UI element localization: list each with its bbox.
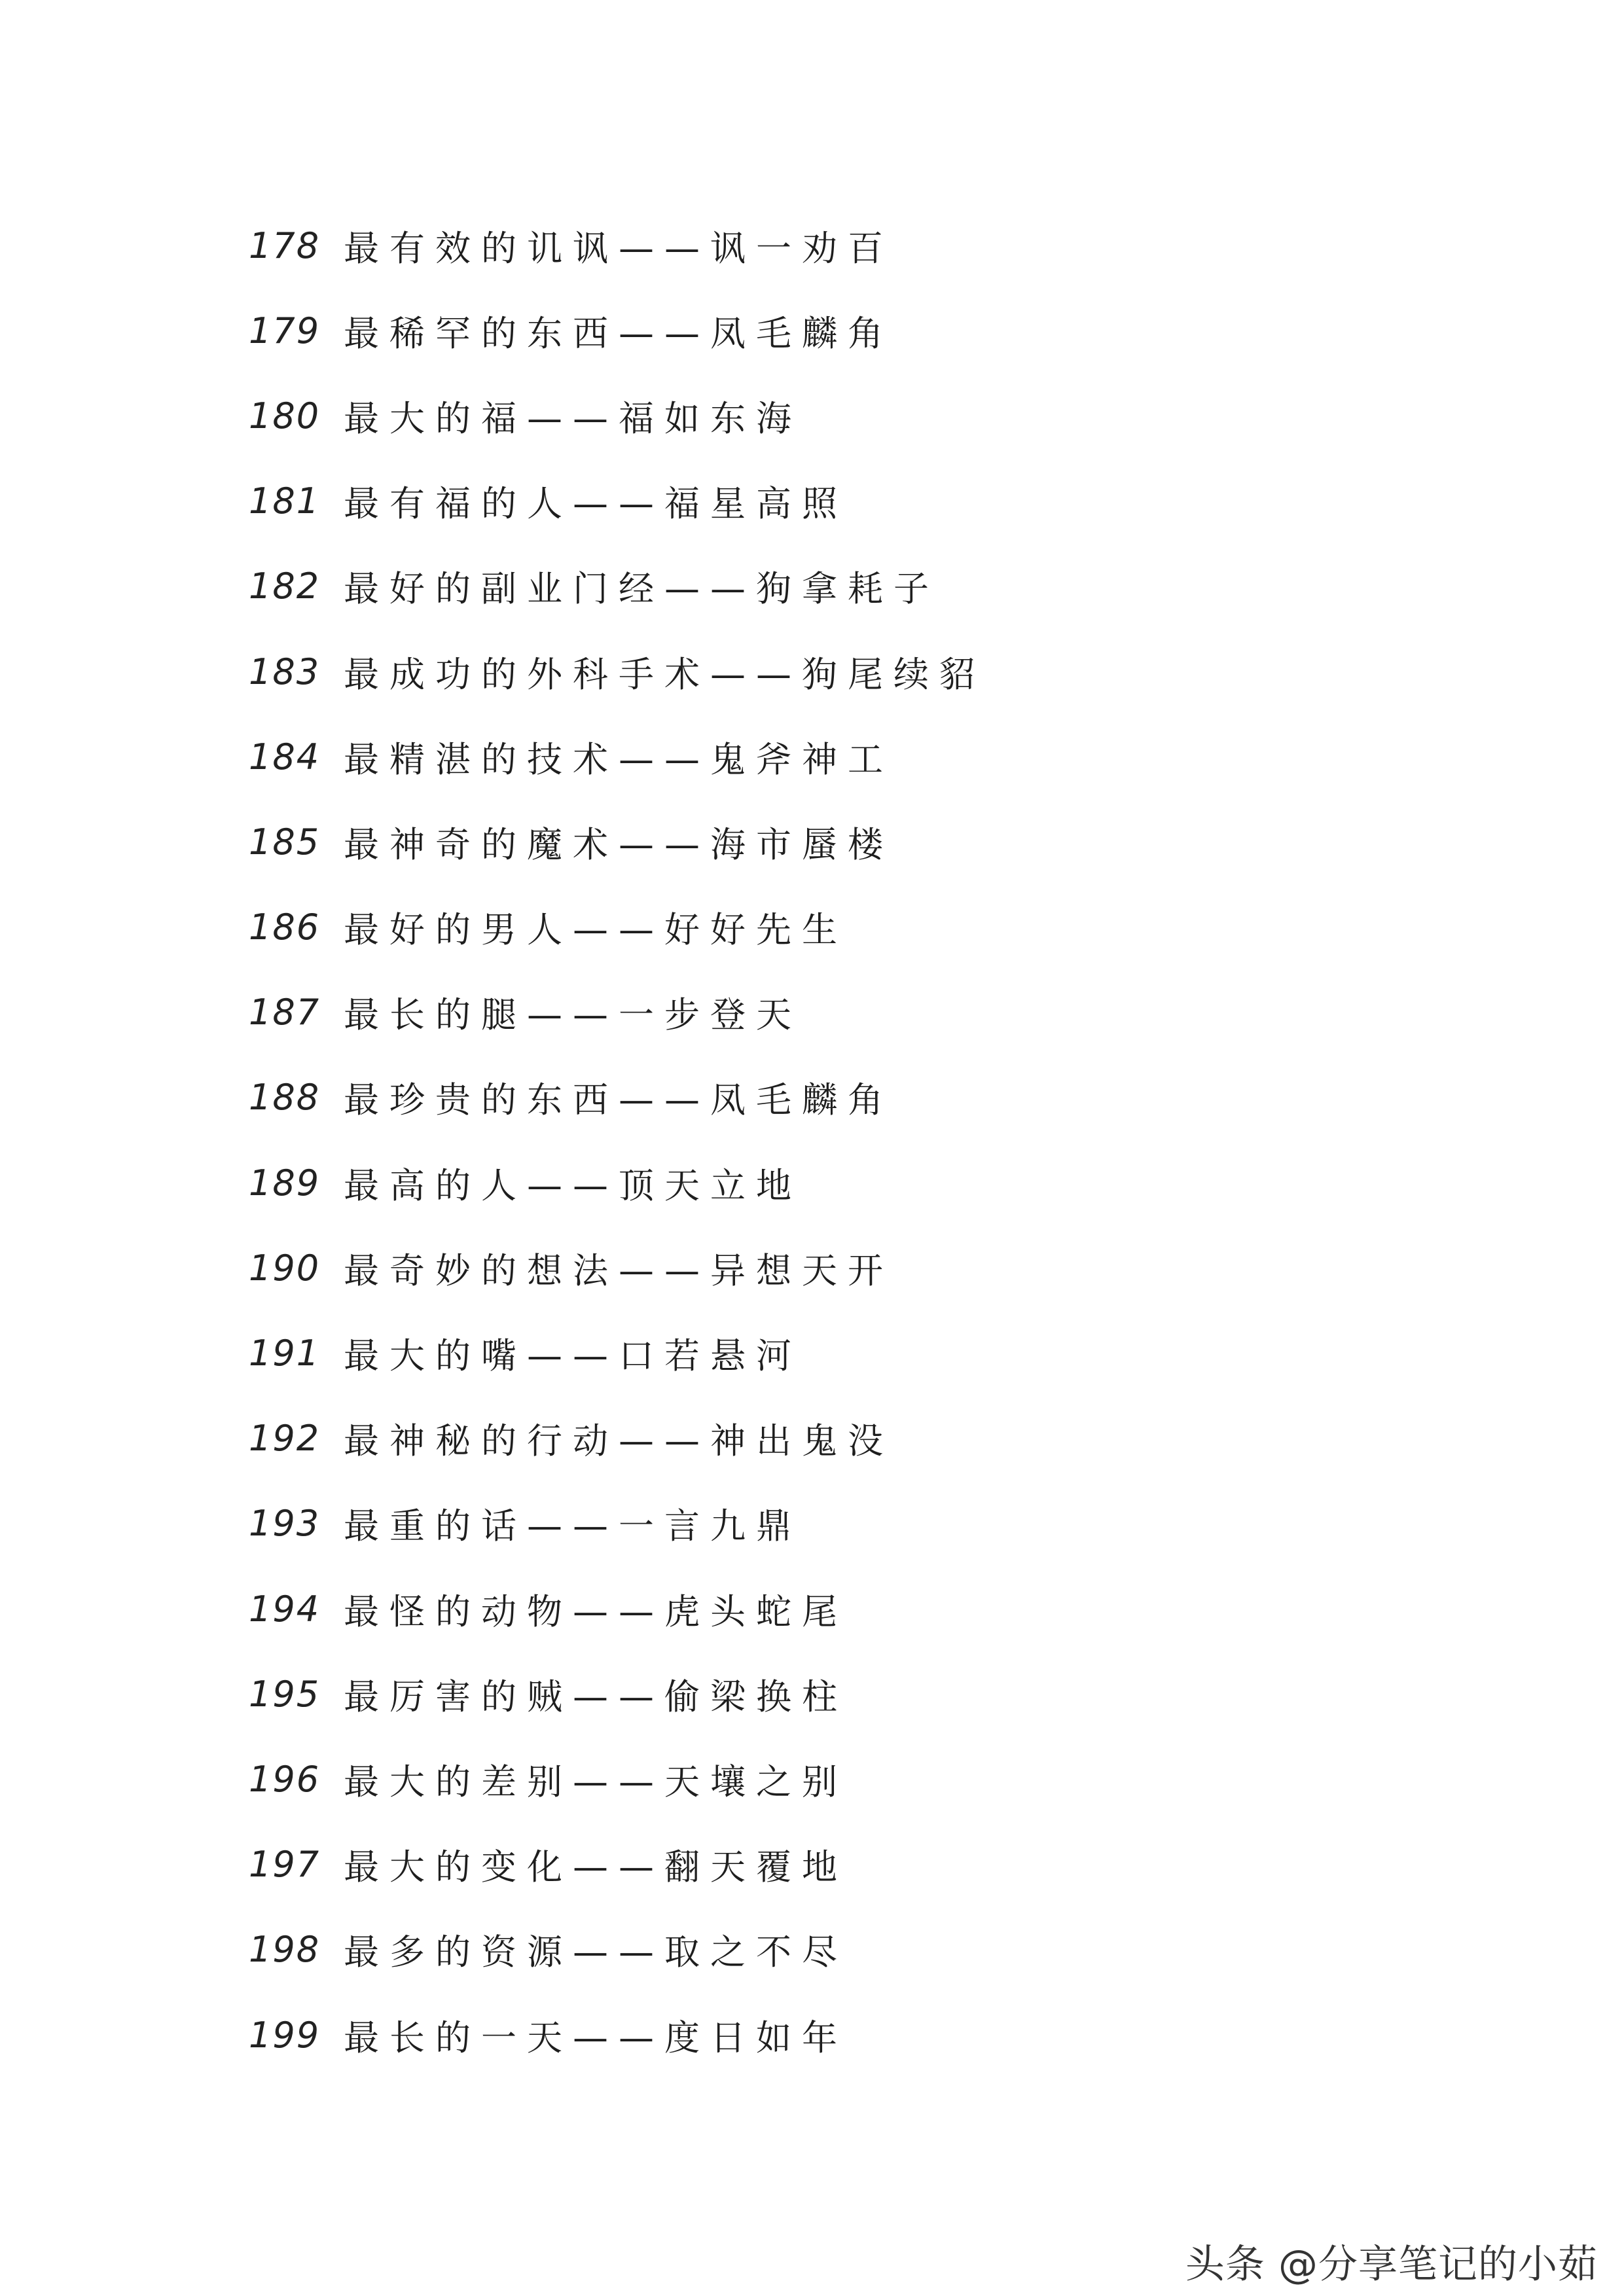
entry-number: 194: [249, 1588, 321, 1630]
entry-text: 最成功的外科手术——狗尾续貂: [344, 653, 985, 695]
entry-text: 最大的变化——翻天覆地: [344, 1846, 848, 1888]
entry-text: 最奇妙的想法——异想天开: [344, 1249, 893, 1291]
entry-number: 181: [249, 480, 321, 522]
entry-number: 179: [249, 310, 321, 351]
entry-number: 180: [249, 395, 321, 437]
entry-number: 197: [249, 1844, 321, 1886]
list-item: [249, 970, 1492, 1055]
entry-text: 最好的男人——好好先生: [344, 909, 848, 951]
list-item: [249, 459, 1492, 544]
list-item: [249, 1822, 1492, 1907]
list-item: [249, 1907, 1492, 1992]
entry-text: 最好的副业门经——狗拿耗子: [344, 568, 939, 610]
entry-text: 最多的资源——取之不尽: [344, 1931, 848, 1973]
entry-number: 182: [249, 565, 321, 607]
list-item: [249, 1481, 1492, 1566]
entry-number: 199: [249, 2014, 321, 2056]
entry-text: 最珍贵的东西——凤毛麟角: [344, 1079, 893, 1121]
entry-number: 198: [249, 1929, 321, 1971]
list-item: [249, 714, 1492, 799]
entry-text: 最稀罕的东西——凤毛麟角: [344, 312, 893, 354]
entry-number: 186: [249, 906, 321, 948]
entry-number: 191: [249, 1333, 321, 1374]
list-item: [249, 1651, 1492, 1736]
entry-text: 最长的一天——度日如年: [344, 2017, 848, 2058]
entry-number: 189: [249, 1162, 321, 1204]
entry-number: 196: [249, 1758, 321, 1800]
entry-text: 最怪的动物——虎头蛇尾: [344, 1590, 848, 1632]
entry-text: 最有福的人——福星高照: [344, 483, 848, 525]
entry-number: 190: [249, 1247, 321, 1289]
list-item: [249, 1055, 1492, 1140]
entry-text: 最精湛的技术——鬼斧神工: [344, 738, 893, 780]
entry-text: 最厉害的贼——偷梁换柱: [344, 1676, 848, 1717]
entry-number: 185: [249, 821, 321, 863]
list-item: [249, 1140, 1492, 1225]
list-item: [249, 544, 1492, 629]
watermark: 头条 @分享笔记的小茹: [1185, 2242, 1598, 2287]
entry-text: 最大的嘴——口若悬河: [344, 1335, 802, 1377]
entry-text: 最神秘的行动——神出鬼没: [344, 1420, 893, 1462]
list-item: [249, 1310, 1492, 1395]
entry-number: 183: [249, 651, 321, 692]
list-item: [249, 203, 1492, 288]
list-item: [249, 629, 1492, 714]
entry-number: 188: [249, 1077, 321, 1119]
list-item: [249, 288, 1492, 373]
entry-number: 187: [249, 992, 321, 1033]
entry-number: 193: [249, 1503, 321, 1545]
entry-text: 最有效的讥讽——讽一劝百: [344, 227, 893, 269]
entry-text: 最重的话——一言九鼎: [344, 1505, 802, 1547]
entry-number: 178: [249, 224, 321, 266]
list-item: [249, 373, 1492, 458]
entry-number: 195: [249, 1673, 321, 1715]
entry-text: 最大的福——福如东海: [344, 397, 802, 439]
entry-text: 最高的人——顶天立地: [344, 1164, 802, 1206]
entry-text: 最长的腿——一步登天: [344, 994, 802, 1036]
list-item: [249, 1736, 1492, 1821]
entry-text: 最大的差别——天壤之别: [344, 1761, 848, 1803]
entry-number: 192: [249, 1418, 321, 1460]
list-item: [249, 1396, 1492, 1481]
entry-number: 184: [249, 736, 321, 778]
list-item: [249, 885, 1492, 970]
list-item: [249, 1992, 1492, 2077]
entry-list: [249, 203, 1492, 2077]
list-item: [249, 1566, 1492, 1651]
entry-text: 最神奇的魔术——海市蜃楼: [344, 823, 893, 865]
list-item: [249, 799, 1492, 884]
list-item: [249, 1225, 1492, 1310]
